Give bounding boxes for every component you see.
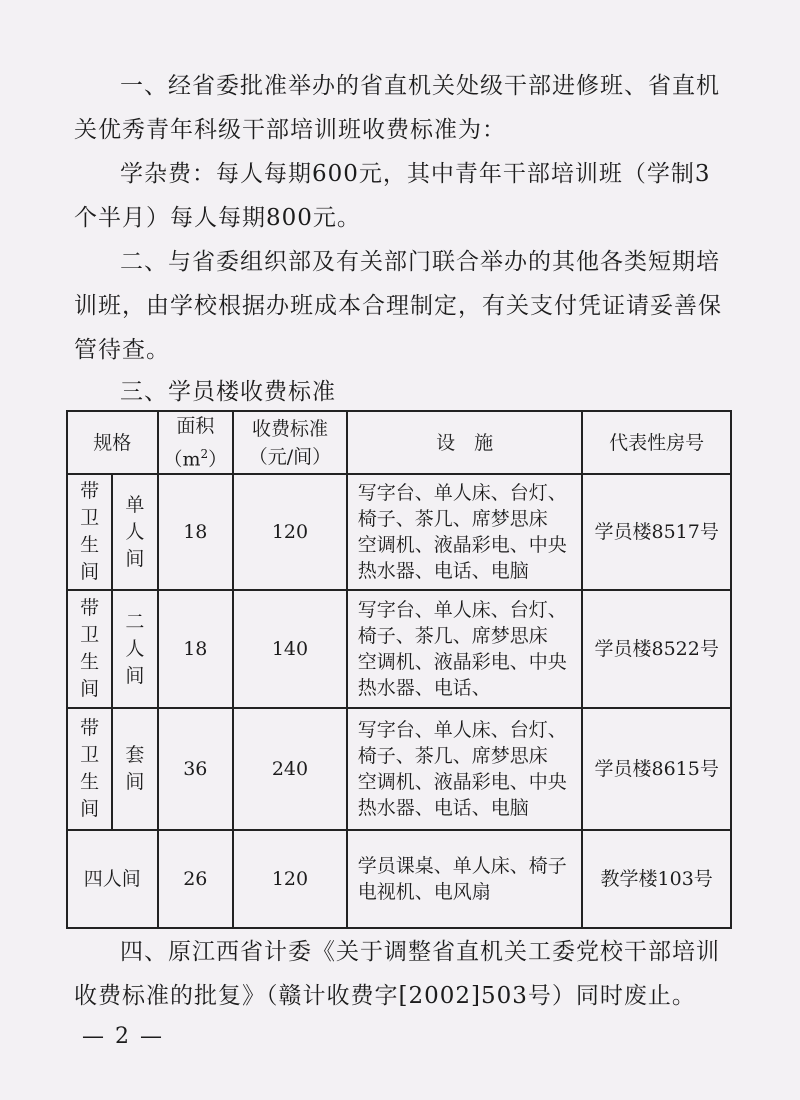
header-facilities: 设 施 [347, 411, 583, 474]
table-row [67, 708, 731, 830]
cell-kind [67, 590, 112, 708]
table-row [67, 830, 731, 928]
facility-line: 椅子、茶几、席梦思床 [357, 625, 548, 648]
header-fee-label: 收费标准 [251, 417, 328, 440]
facility-line: 写字台、单人床、台灯、 [357, 482, 567, 505]
cell-area: 18 [158, 474, 234, 590]
facility-line: 热水器、电话、 [357, 677, 491, 700]
facility-line: 椅子、茶几、席梦思床 [357, 508, 548, 531]
header-area-close: ） [208, 448, 228, 471]
cell-fee: 120 [233, 474, 347, 590]
facility-line: 写字台、单人床、台灯、 [357, 599, 567, 622]
cell-kind: 四人间 [67, 830, 158, 928]
facility-line: 热水器、电话、电脑 [357, 797, 529, 820]
cell-area: 26 [158, 830, 234, 928]
cell-fee: 120 [233, 830, 347, 928]
cell-facilities [347, 708, 583, 830]
facility-line: 空调机、液晶彩电、中央 [357, 534, 567, 557]
cell-sub-text: 单人间 [125, 493, 145, 570]
cell-kind [67, 708, 112, 830]
facility-line: 电视机、电风扇 [357, 881, 491, 904]
cell-room: 学员楼8522号 [582, 590, 731, 708]
cell-fee: 240 [233, 708, 347, 830]
cell-kind-text: 带卫生间 [80, 717, 100, 821]
facility-line: 热水器、电话、电脑 [357, 560, 529, 583]
header-spec: 规格 [67, 411, 158, 474]
cell-sub [112, 474, 157, 590]
header-fee-unit: （元/间） [248, 445, 332, 468]
facility-line: 空调机、液晶彩电、中央 [357, 651, 567, 674]
cell-sub-text: 套间 [125, 744, 145, 794]
cell-facilities [347, 474, 583, 590]
table-header-row [67, 411, 731, 474]
cell-sub [112, 708, 157, 830]
cell-kind-text: 带卫生间 [80, 597, 100, 701]
cell-room: 学员楼8517号 [582, 474, 731, 590]
header-area-unit: （m [163, 448, 201, 471]
cell-kind-text: 带卫生间 [80, 480, 100, 584]
paragraph-one: 一、经省委批准举办的省直机关处级干部进修班、省直机关优秀青年科级干部培训班收费标准为： [74, 73, 720, 143]
table-row [67, 590, 731, 708]
cell-area: 36 [158, 708, 234, 830]
cell-room: 学员楼8615号 [582, 708, 731, 830]
page-number: — 2 — [82, 1024, 164, 1049]
header-area-label: 面积 [176, 415, 215, 437]
paragraph-two: 二、与省委组织部及有关部门联合举办的其他各类短期培训班，由学校根据办班成本合理制定，有关支付凭证请妥善保管待查。 [74, 249, 722, 363]
cell-room: 教学楼103号 [582, 830, 731, 928]
paragraph-tuition: 学杂费：每人每期600元，其中青年干部培训班（学制3个半月）每人每期800元。 [74, 161, 711, 231]
cell-facilities [347, 590, 583, 708]
cell-area: 18 [158, 590, 234, 708]
facility-line: 空调机、液晶彩电、中央 [357, 771, 567, 794]
paragraph-four: 四、原江西省计委《关于调整省直机关工委党校干部培训收费标准的批复》（赣计收费字[2002]503号）同时废止。 [74, 939, 720, 1009]
cell-kind [67, 474, 112, 590]
facility-line: 写字台、单人床、台灯、 [357, 719, 567, 742]
paragraph-three-heading: 三、学员楼收费标准 [120, 379, 336, 405]
header-room: 代表性房号 [582, 411, 731, 474]
cell-sub-text: 二人间 [125, 610, 145, 687]
cell-sub [112, 590, 157, 708]
facility-line: 椅子、茶几、席梦思床 [357, 745, 548, 768]
header-area [158, 411, 234, 474]
cell-facilities [347, 830, 583, 928]
header-fee [233, 411, 347, 474]
dormitory-fee-table [66, 410, 732, 929]
header-area-sup: 2 [200, 447, 209, 461]
cell-fee: 140 [233, 590, 347, 708]
table-row [67, 474, 731, 590]
facility-line: 学员课桌、单人床、椅子 [357, 855, 567, 878]
